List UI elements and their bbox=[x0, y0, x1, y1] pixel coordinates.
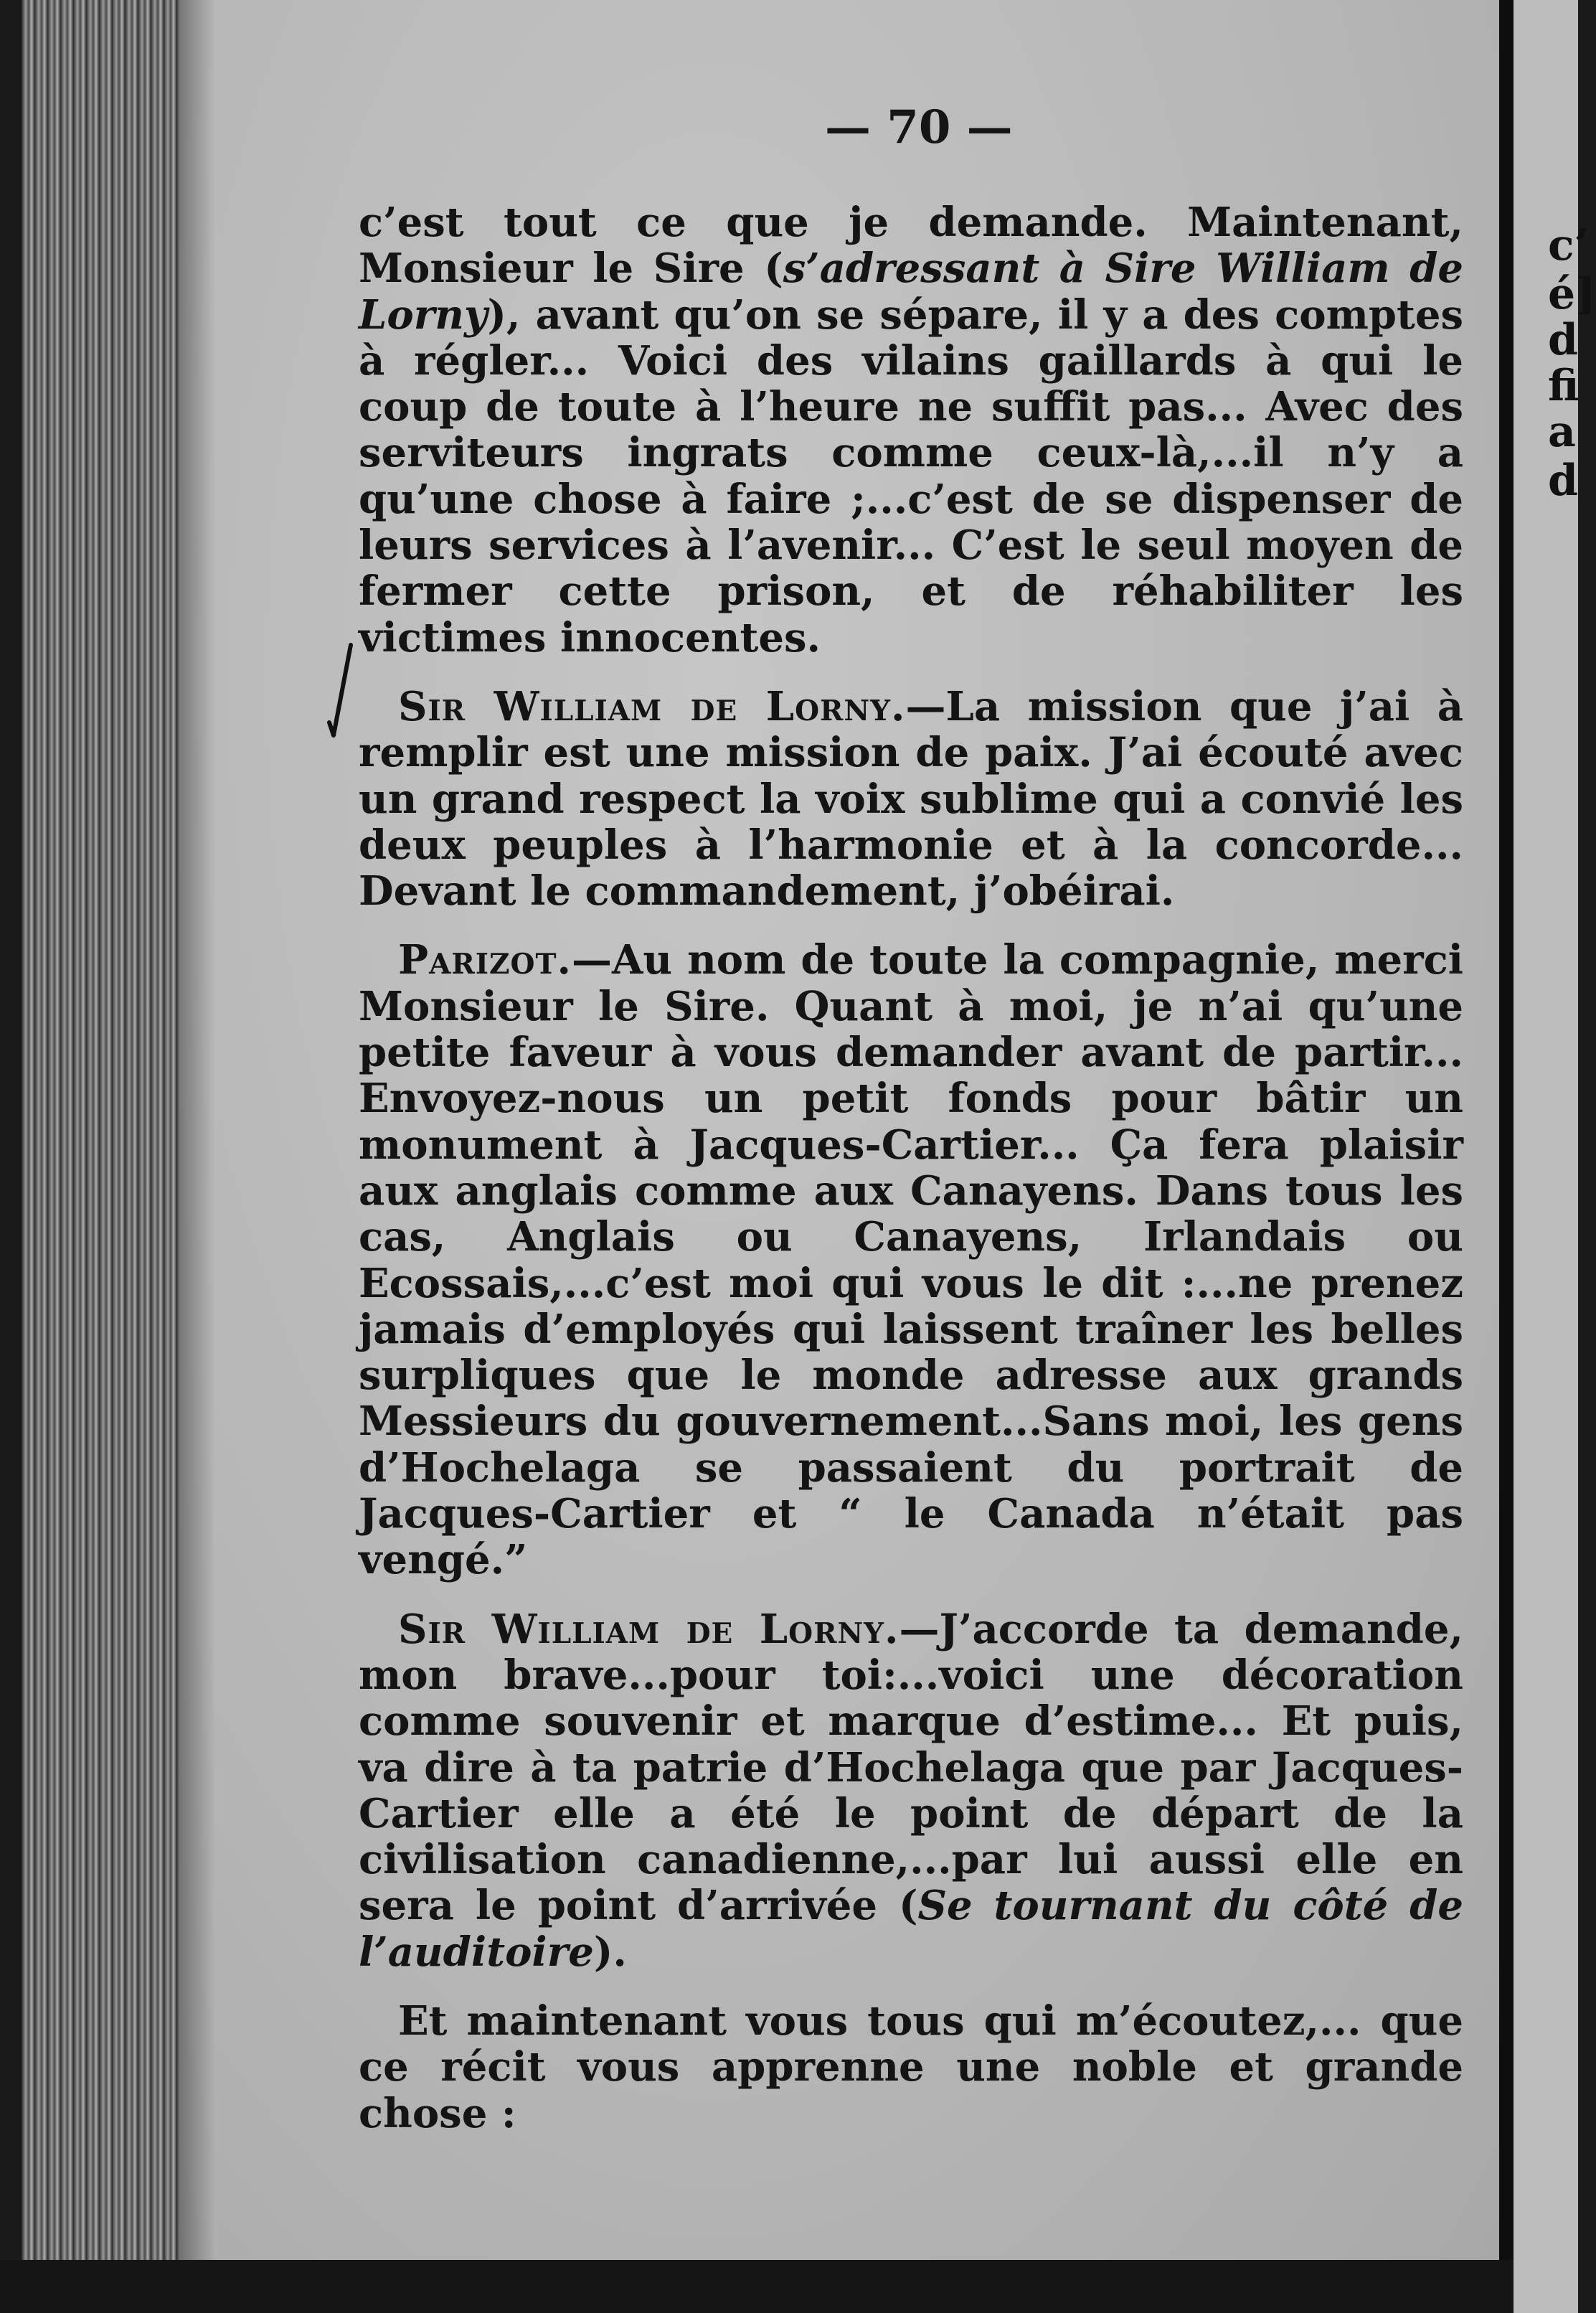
next-page-fragment: d bbox=[1548, 315, 1578, 365]
paragraph bbox=[359, 199, 1463, 661]
handwritten-margin-mark bbox=[326, 642, 355, 743]
stage-direction: s’adressant à Sire William de Lorny bbox=[359, 245, 1464, 339]
next-page-fragment: d bbox=[1548, 456, 1578, 506]
speaker-dash: — bbox=[571, 936, 612, 984]
speaker-dash: — bbox=[899, 1605, 940, 1653]
dialogue-text: Et maintenant vous tous qui m’écoutez,... que ce récit vous apprenne une noble et grande chose : bbox=[359, 1997, 1463, 2137]
scan-bottom-border bbox=[0, 2260, 1514, 2313]
dialogue-text: c’est tout ce que je demande. Maintenant, Monsieur le Sire ( bbox=[359, 199, 1463, 293]
dialogue-text: La mission que j’ai à remplir est une mission de paix. J’ai écouté avec un grand respect la voix sublime qui a convié les deux peuples à l’harmonie et à la concorde... Devant le commandement, j’obéirai. bbox=[359, 682, 1464, 915]
speaker-name: Sir William de Lorny. bbox=[398, 682, 906, 730]
next-page-fragment: fi bbox=[1548, 361, 1580, 411]
paragraph bbox=[359, 1998, 1463, 2137]
page-stack-edges bbox=[22, 0, 186, 2313]
next-page-fragment: a bbox=[1548, 407, 1576, 457]
spine-shadow bbox=[179, 0, 215, 2260]
dialogue-text: Au nom de toute la compagnie, merci Monsieur le Sire. Quant à moi, je n’ai qu’une petite faveur à vous demander avant de partir... Envoyez-nous un petit fonds pour bâtir un monument à Jacques-Cartier... Ça fera plaisir aux anglais comme aux Canayens. Dans tous les cas, Anglais ou Canayens, Irlandais ou Ecossais,...c’est moi qui vous le dit :...ne prenez jamais d’employés qui laissent traîner les belles surpliques que le monde adresse aux grands Messieurs du gouvernement...Sans moi, les gens d’Hochelaga se passaient du portrait de Jacques-Cartier et “ le Canada n’était pas vengé.” bbox=[359, 936, 1463, 1584]
speaker-dash: — bbox=[905, 682, 946, 730]
next-page-fragment: c’ bbox=[1548, 220, 1590, 270]
page-gutter bbox=[1499, 0, 1514, 2313]
next-page-fragment: é] bbox=[1548, 269, 1596, 319]
page-number: — 70 — bbox=[825, 100, 1013, 154]
paragraph bbox=[359, 684, 1463, 914]
next-page-edge bbox=[1514, 0, 1596, 2313]
body-text bbox=[359, 199, 1463, 2137]
speaker-name: Sir William de Lorny. bbox=[398, 1605, 899, 1653]
paragraph bbox=[359, 1606, 1463, 1975]
speaker-name: Parizot. bbox=[398, 936, 572, 984]
dialogue-text: ). bbox=[593, 1928, 627, 1976]
paragraph bbox=[359, 937, 1463, 1583]
stage-direction: Se tournant du côté de l’auditoire bbox=[359, 1882, 1463, 1976]
dialogue-text: ), avant qu’on se sépare, il y a des comptes à régler... Voici des vilains gaillards à qui le coup de toute à l’heure ne suffit pas... Avec des serviteurs ingrats comme ceux-là,...il n’y a qu’une chose à faire ;...c’est de se dispenser de leurs services à l’avenir... C’est le seul moyen de fermer cette prison, et de réhabiliter les victimes innocentes. bbox=[359, 291, 1463, 661]
dialogue-text: J’accorde ta demande, mon brave...pour toi:...voici une décoration comme souvenir et marque d’estime... Et puis, va dire à ta patrie d’Hochelaga que par Jacques-Cartier elle a été le point de départ de la civilisation canadienne,...par lui aussi elle en sera le point d’arrivée ( bbox=[359, 1605, 1464, 1930]
